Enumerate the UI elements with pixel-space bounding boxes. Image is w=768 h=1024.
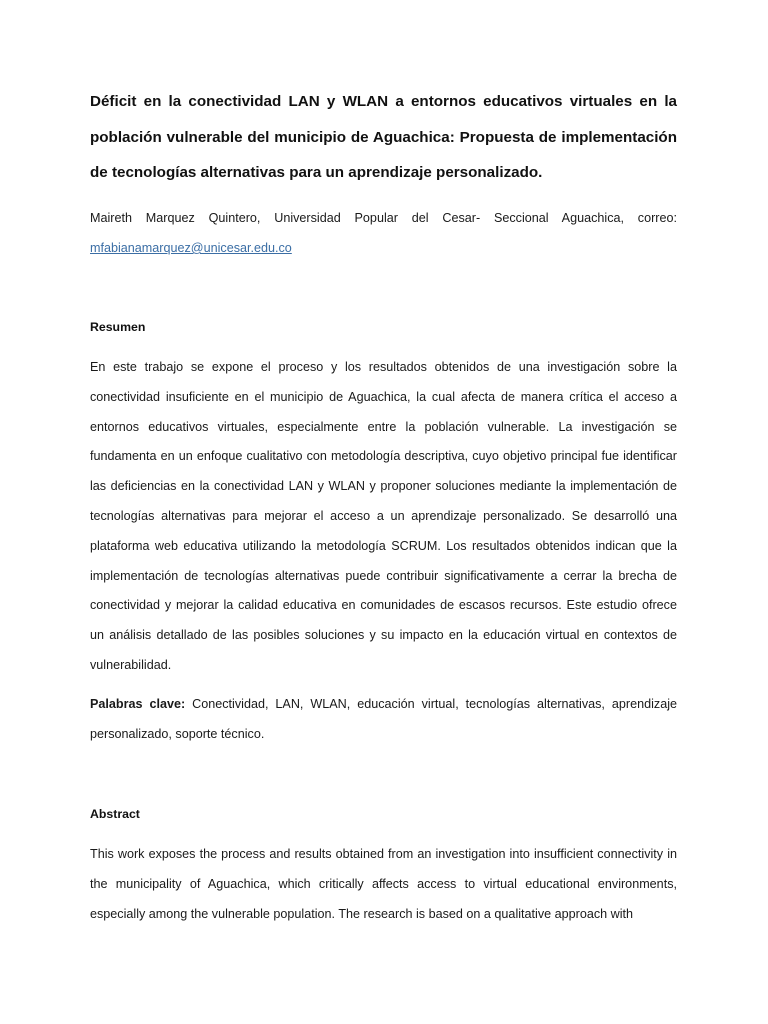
author-line [90, 203, 677, 263]
author-affiliation: Maireth Marquez Quintero, Universidad Popular del Cesar- Seccional Aguachica, correo: [90, 211, 677, 225]
abstract-body: This work exposes the process and results obtained from an investigation into insufficient connectivity in the municipality of Aguachica, which critically affects access to virtual educational environments, especially among the vulnerable population. The research is based on a qualitative approach with [90, 847, 677, 921]
author-email-link[interactable]: mfabianamarquez@unicesar.edu.co [90, 241, 292, 255]
paper-title: Déficit en la conectividad LAN y WLAN a entornos educativos virtuales en la población vulnerable del municipio de Aguachica: Propuesta de implementación de tecnologías alternativas para un aprendizaje personalizado. [90, 93, 677, 181]
abstract-heading: Abstract [90, 807, 140, 821]
keywords-paragraph [90, 690, 677, 750]
keywords-label: Palabras clave: [90, 697, 186, 711]
resumen-heading: Resumen [90, 320, 146, 334]
resumen-body: En este trabajo se expone el proceso y los resultados obtenidos de una investigación sobre la conectividad insuficiente en el municipio de Aguachica, la cual afecta de manera crítica el acceso a entornos educativos virtuales, especialmente entre la población vulnerable. La investigación se fundamenta en un enfoque cualitativo con metodología descriptiva, cuyo objetivo principal fue identificar las deficiencias en la conectividad LAN y WLAN y proponer soluciones mediante la implementación de tecnologías alternativas para mejorar el acceso a un aprendizaje personalizado. Se desarrolló una plataforma web educativa utilizando la metodología SCRUM. Los resultados obtenidos indican que la implementación de tecnologías alternativas puede contribuir significativamente a cerrar la brecha de conectividad y mejorar la calidad educativa en comunidades de escasos recursos. Este estudio ofrece un análisis detallado de las posibles soluciones y su impacto en la educación virtual en contextos de vulnerabilidad. [90, 360, 677, 672]
keywords-text: Conectividad, LAN, WLAN, educación virtual, tecnologías alternativas, aprendizaje personalizado, soporte técnico. [90, 697, 677, 741]
